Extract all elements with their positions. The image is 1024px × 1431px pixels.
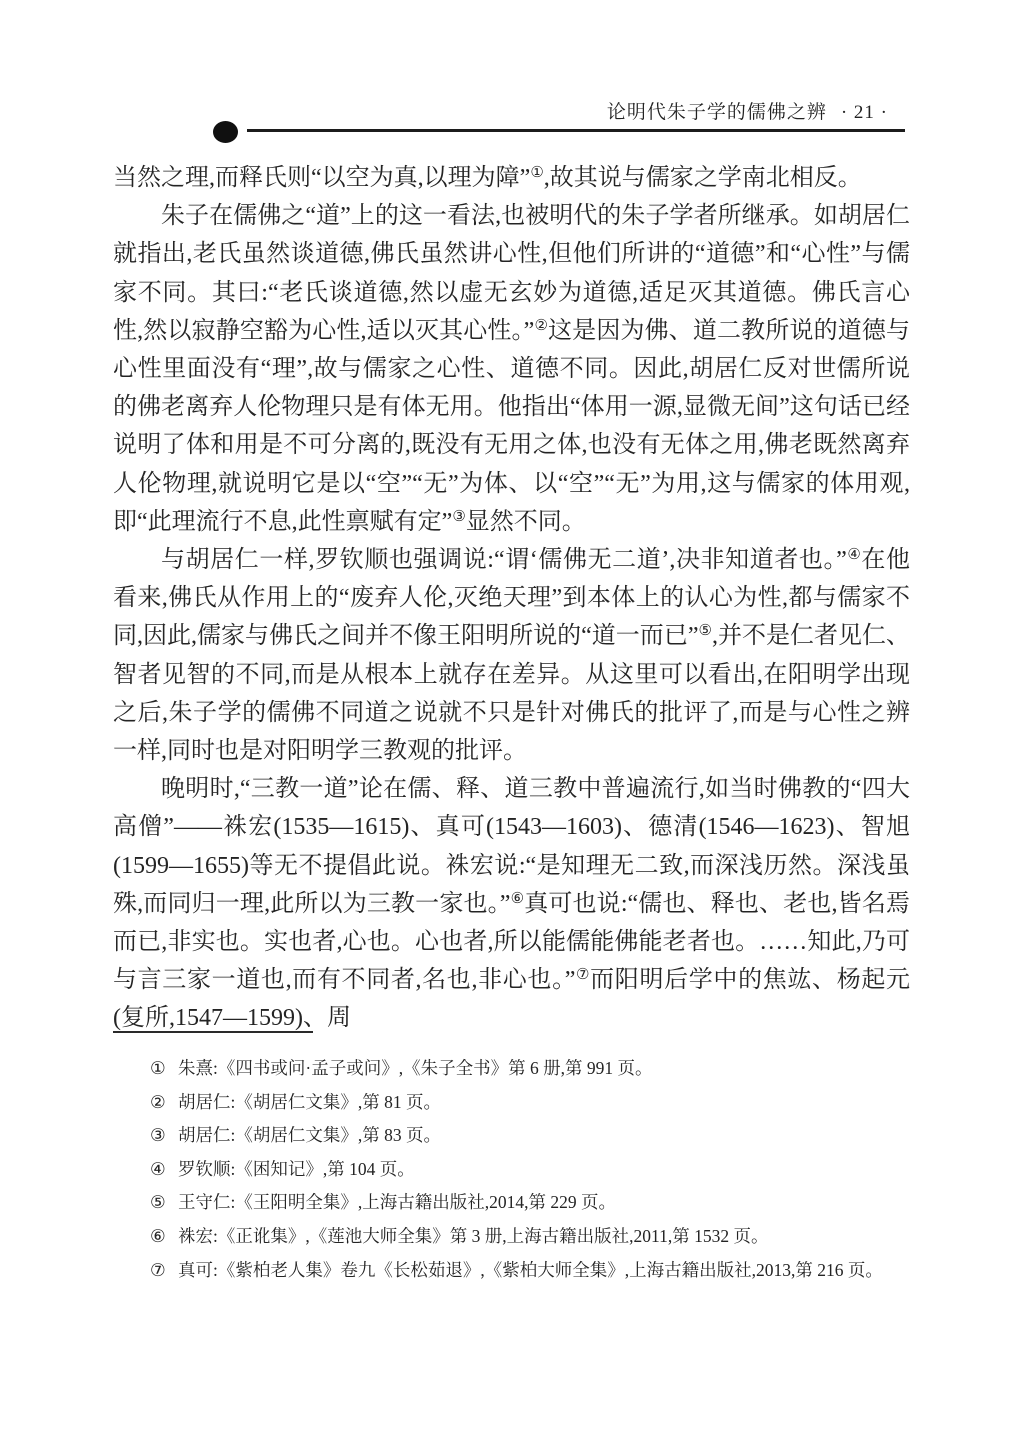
footnote (113, 1153, 923, 1187)
footnote-ref: ③ (452, 508, 466, 525)
footnote (113, 1119, 923, 1153)
footnote (113, 1220, 923, 1254)
paragraph: 晚明时,“三教一道”论在儒、释、道三教中普遍流行,如当时佛教的“四大高僧”——袾宏(1535—1615)、真可(1543—1603)、德清(1546—1623)、智旭(1599—1655)等无不提倡此说。袾宏说:“是知理无二致,而深浅历然。深浅虽殊,而同归一理,此所以为三教一家也。”⑥真可也说:“儒也、释也、老也,皆名焉而已,非实也。实也者,心也。心也者,所以能儒能佛能老者也。……知此,乃可与言三家一道也,而有不同者,名也,非心也。”⑦而阳明后学中的焦竑、杨起元(复所,1547—1599)、周 (113, 776, 911, 1032)
page-number: · 21 · (840, 102, 888, 123)
footnote-marker: ③ (150, 1125, 166, 1146)
footnote-ref: ⑤ (698, 623, 712, 640)
footnote-ref: ⑦ (575, 967, 591, 984)
footnote-text: 胡居仁:《胡居仁文集》,第 83 页。 (178, 1125, 441, 1146)
footnote-marker: ④ (150, 1158, 166, 1179)
footnote (113, 1086, 923, 1120)
article-body (113, 159, 910, 1038)
footnote (113, 1052, 923, 1086)
footnote (113, 1186, 923, 1220)
footnote-marker: ② (150, 1091, 166, 1112)
paragraph: 与胡居仁一样,罗钦顺也强调说:“谓‘儒佛无二道’,决非知道者也。”④在他看来,佛氏从作用上的“废弃人伦,灭绝天理”到本体上的认心为性,都与儒家不同,因此,儒家与佛氏之间并不像王阳明所说的“道一而已”⑤,并不是仁者见仁、智者见智的不同,而是从根本上就存在差异。从这里可以看出,在阳明学出现之后,朱子学的儒佛不同道之说就不只是针对佛氏的批评了,而是与心性之辨一样,同时也是对阳明学三教观的批评。 (113, 547, 911, 765)
footnote-ref: ⑥ (510, 890, 525, 907)
footnote-marker: ⑤ (150, 1192, 166, 1213)
header-dot-ornament (213, 121, 238, 143)
footnote-ref: ① (530, 165, 544, 181)
paragraph: 朱子在儒佛之“道”上的这一看法,也被明代的朱子学者所继承。如胡居仁就指出,老氏虽然谈道德,佛氏虽然讲心性,但他们所讲的“道德”和“心性”与儒家不同。其曰:“老氏谈道德,然以虚无玄妙为道德,适足灭其道德。佛氏言心性,然以寂静空豁为心性,适以灭其心性。”②这是因为佛、道二教所说的道德与心性里面没有“理”,故与儒家之心性、道德不同。因此,胡居仁反对世儒所说的佛老离弃人伦物理只是有体无用。他指出“体用一源,显微无间”这句话已经说明了体和用是不可分离的,既没有无用之体,也没有无体之用,佛老既然离弃人伦物理,就说明它是以“空”“无”为体、以“空”“无”为用,这与儒家的体用观,即“此理流行不息,此性禀赋有定”③显然不同。 (113, 203, 911, 535)
footnote-text: 胡居仁:《胡居仁文集》,第 81 页。 (178, 1091, 441, 1112)
footnotes-list (113, 1052, 923, 1287)
running-head-title: 论明代朱子学的儒佛之辨 (606, 102, 827, 123)
footnote-marker: ① (150, 1058, 166, 1078)
paragraph: 当然之理,而释氏则“以空为真,以理为障”①,故其说与儒家之学南北相反。 (113, 165, 862, 191)
footnote-ref: ② (534, 317, 549, 334)
footnote-text: 袾宏:《正讹集》,《莲池大师全集》第 3 册,上海古籍出版社,2011,第 1532 页。 (178, 1225, 769, 1246)
footnote-marker: ⑥ (150, 1225, 166, 1246)
footnote-text: 罗钦顺:《困知记》,第 104 页。 (178, 1158, 415, 1179)
running-head (607, 97, 888, 124)
footnote-marker: ⑦ (150, 1259, 166, 1280)
footnote-ref: ④ (846, 547, 862, 564)
footnote-text: 真可:《紫柏老人集》卷九《长松茹退》,《紫柏大师全集》,上海古籍出版社,2013,第 216 页。 (178, 1259, 883, 1280)
footnote (113, 1254, 923, 1288)
footnote-separator (113, 1031, 313, 1033)
header-rule (247, 129, 905, 132)
footnote-text: 王守仁:《王阳明全集》,上海古籍出版社,2014,第 229 页。 (178, 1192, 616, 1213)
footnote-text: 朱熹:《四书或问·孟子或问》,《朱子全书》第 6 册,第 991 页。 (178, 1058, 653, 1078)
